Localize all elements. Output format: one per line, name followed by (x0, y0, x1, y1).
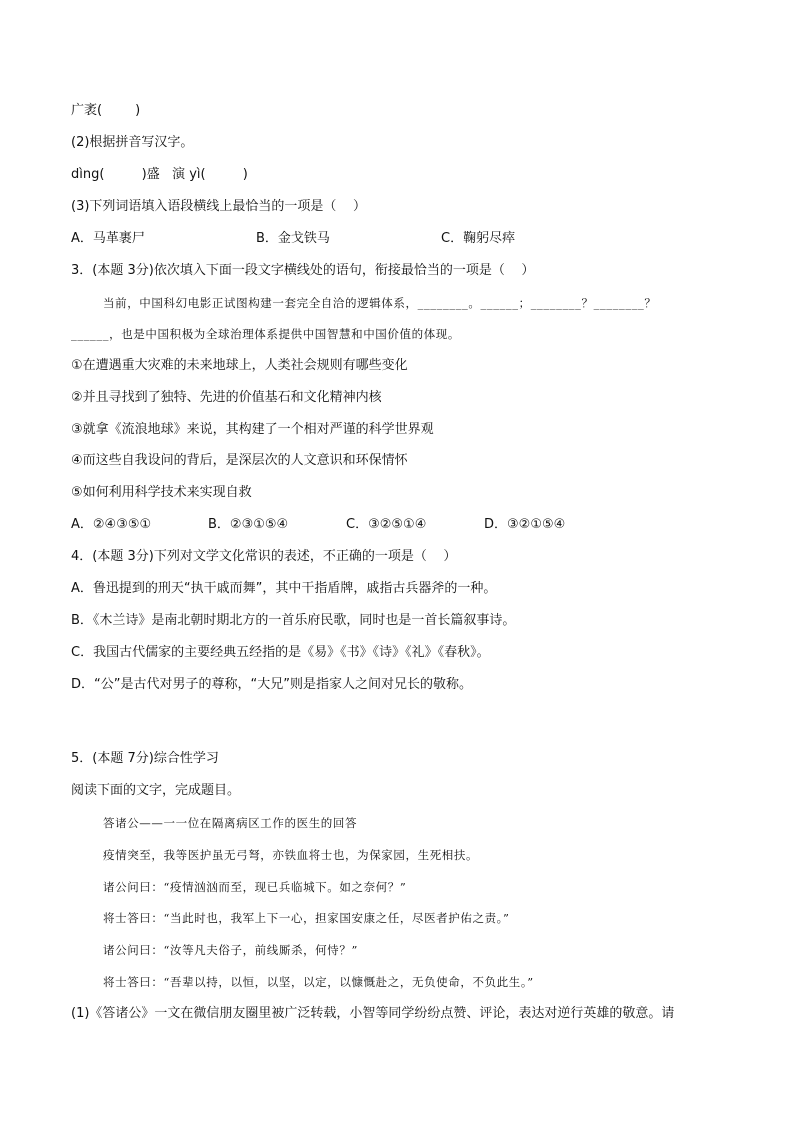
sub-question: (1)《答诸公》一文在微信朋友圈里被广泛转载，小智等同学纷纷点赞、评论，表达对逆行英雄的敬意。请 (71, 1006, 675, 1021)
text-line: 广袤( ) (71, 103, 141, 118)
passage-line: 将士答曰：“当此时也，我军上下一心，担家国安康之任，尽医者护佑之责。” (103, 911, 510, 925)
passage-line: 当前，中国科幻电影正试图构建一套完全自洽的逻辑体系，________。______；________？________？ (103, 296, 657, 310)
numbered-sentence: ③就拿《流浪地球》来说，其构建了一个相对严谨的科学世界观 (71, 422, 434, 437)
passage-title: 答诸公——一一位在隔离病区工作的医生的回答 (103, 816, 358, 830)
text-line: (2)根据拼音写汉字。 (71, 135, 194, 150)
numbered-sentence: ②并且寻找到了独特、先进的价值基石和文化精神内核 (71, 390, 382, 405)
answer-option: D．“公”是古代对男子的尊称，“大兄”则是指家人之间对兄长的敬称。 (71, 677, 472, 692)
passage-line: 诸公问曰：“疫情汹汹而至，现已兵临城下。如之奈何？” (103, 880, 407, 894)
answer-option: A．马革裹尸 (71, 231, 145, 246)
question-heading: 4．(本题 3分)下列对文学文化常识的表述，不正确的一项是（ ） (71, 549, 457, 564)
passage-line: ______，也是中国积极为全球治理体系提供中国智慧和中国价值的体现。 (71, 327, 460, 341)
text-line: dìng( )盛 演 yì( ) (71, 167, 248, 182)
answer-option: A．鲁迅提到的刑天“执干戚而舞”，其中干指盾牌，戚指古兵器斧的一种。 (71, 581, 497, 596)
answer-option: D．③②①⑤④ (484, 517, 566, 532)
answer-option: B．②③①⑤④ (208, 517, 289, 532)
instruction-text: 阅读下面的文字，完成题目。 (71, 783, 241, 798)
answer-option: C．鞠躬尽瘁 (441, 231, 516, 246)
question-heading: 5．(本题 7分)综合性学习 (71, 751, 219, 766)
text-line: (3)下列词语填入语段横线上最恰当的一项是（ ） (71, 199, 366, 214)
numbered-sentence: ⑤如何利用科学技术来实现自救 (71, 485, 252, 500)
passage-line: 疫情突至，我等医护虽无弓弩，亦铁血将士也，为保家园，生死相扶。 (103, 848, 479, 862)
answer-option: A．②④③⑤① (71, 517, 152, 532)
answer-option: C．③②⑤①④ (346, 517, 427, 532)
passage-line: 诸公问曰：“汝等凡夫俗子，前线厮杀，何恃？” (103, 943, 358, 957)
answer-option: B．金戈铁马 (256, 231, 330, 246)
passage-line: 将士答曰：“吾辈以持，以恒，以坚，以定，以慷慨赴之，无负使命，不负此生。” (103, 975, 534, 989)
question-heading: 3．(本题 3分)依次填入下面一段文字横线处的语句，衔接最恰当的一项是（ ） (71, 263, 535, 278)
answer-option: B．《木兰诗》是南北朝时期北方的一首乐府民歌，同时也是一首长篇叙事诗。 (71, 613, 516, 628)
numbered-sentence: ①在遭遇重大灾难的未来地球上，人类社会规则有哪些变化 (71, 358, 408, 373)
numbered-sentence: ④而这些自我设问的背后，是深层次的人文意识和环保情怀 (71, 453, 408, 468)
answer-option: C．我国古代儒家的主要经典五经指的是《易》《书》《诗》《礼》《春秋》。 (71, 645, 490, 660)
